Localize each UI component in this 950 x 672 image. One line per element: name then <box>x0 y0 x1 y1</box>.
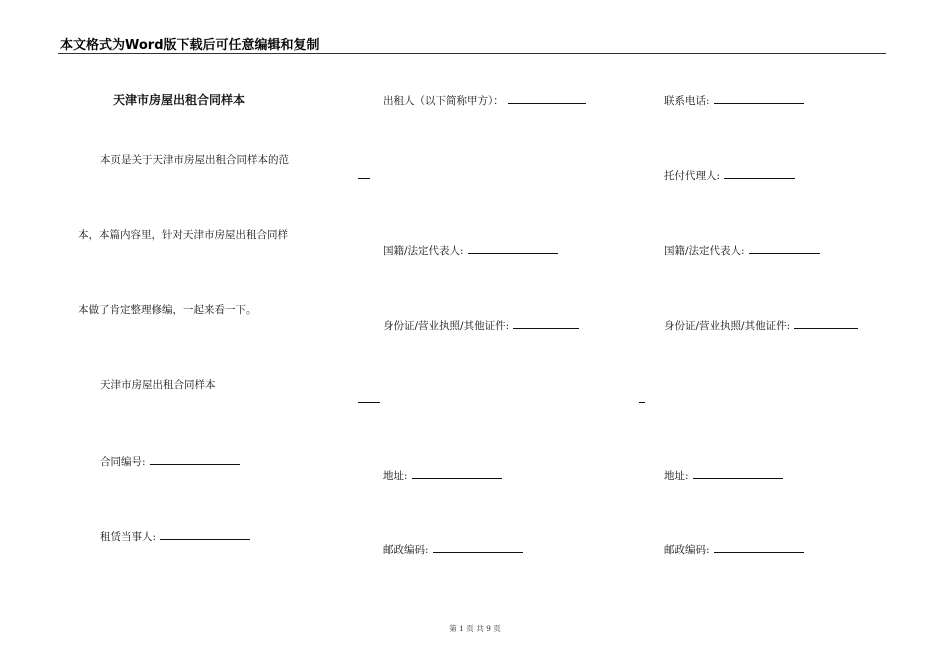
lessor-blank <box>508 94 586 104</box>
contract-number-field <box>100 455 240 468</box>
lessor-id-field <box>383 319 579 332</box>
lessor-postcode-field <box>383 543 523 556</box>
page-number: 第 1 页 共 9 页 <box>449 624 501 633</box>
document-title: 天津市房屋出租合同样本 <box>113 93 246 107</box>
lessor-field <box>383 94 586 107</box>
lessor-nationality-blank <box>468 244 558 254</box>
agent-postcode-field <box>664 543 804 556</box>
agent-postcode-label: 邮政编码: <box>664 544 710 556</box>
lessor-id-label: 身份证/营业执照/其他证件: <box>383 320 510 332</box>
agent-address-field <box>664 469 783 482</box>
continuation-line <box>358 178 370 179</box>
agent-id-field <box>664 319 858 332</box>
agent-postcode-blank <box>714 543 804 553</box>
agent-id-blank <box>794 319 858 329</box>
lessor-postcode-blank <box>433 543 523 553</box>
lessor-nationality-field <box>383 244 558 257</box>
agent-field <box>664 169 795 182</box>
intro-line-3: 本做了肯定整理修编，一起来看一下。 <box>78 304 257 316</box>
lessor-id-blank <box>513 319 579 329</box>
agent-blank <box>724 169 795 179</box>
continuation-line <box>358 402 380 403</box>
agent-nationality-label: 国籍/法定代表人: <box>664 245 745 257</box>
agent-address-blank <box>693 469 783 479</box>
intro-line-2: 本，本篇内容里，针对天津市房屋出租合同样 <box>78 229 288 241</box>
lessor-address-field <box>383 469 502 482</box>
lessor-address-blank <box>412 469 502 479</box>
agent-id-label: 身份证/营业执照/其他证件: <box>664 320 791 332</box>
continuation-line <box>639 402 645 403</box>
agent-nationality-field <box>664 244 820 257</box>
intro-line-1: 本页是关于天津市房屋出租合同样本的范 <box>100 154 289 166</box>
phone-blank <box>714 94 804 104</box>
parties-label: 租赁当事人: <box>100 531 157 543</box>
lessor-label: 出租人（以下简称甲方）： <box>383 95 504 107</box>
agent-nationality-blank <box>749 244 820 254</box>
parties-blank <box>160 530 250 540</box>
header-divider <box>58 53 886 54</box>
phone-label: 联系电话: <box>664 95 710 107</box>
phone-field <box>664 94 804 107</box>
agent-address-label: 地址: <box>664 470 689 482</box>
lessor-nationality-label: 国籍/法定代表人: <box>383 245 464 257</box>
lessor-address-label: 地址: <box>383 470 408 482</box>
agent-label: 托付代理人: <box>664 170 721 182</box>
contract-subtitle: 天津市房屋出租合同样本 <box>100 379 216 391</box>
contract-number-label: 合同编号: <box>100 456 146 468</box>
lessor-postcode-label: 邮政编码: <box>383 544 429 556</box>
document-header-title: 本文格式为Word版下载后可任意编辑和复制 <box>60 38 320 53</box>
parties-field <box>100 530 250 543</box>
contract-number-blank <box>150 455 240 465</box>
